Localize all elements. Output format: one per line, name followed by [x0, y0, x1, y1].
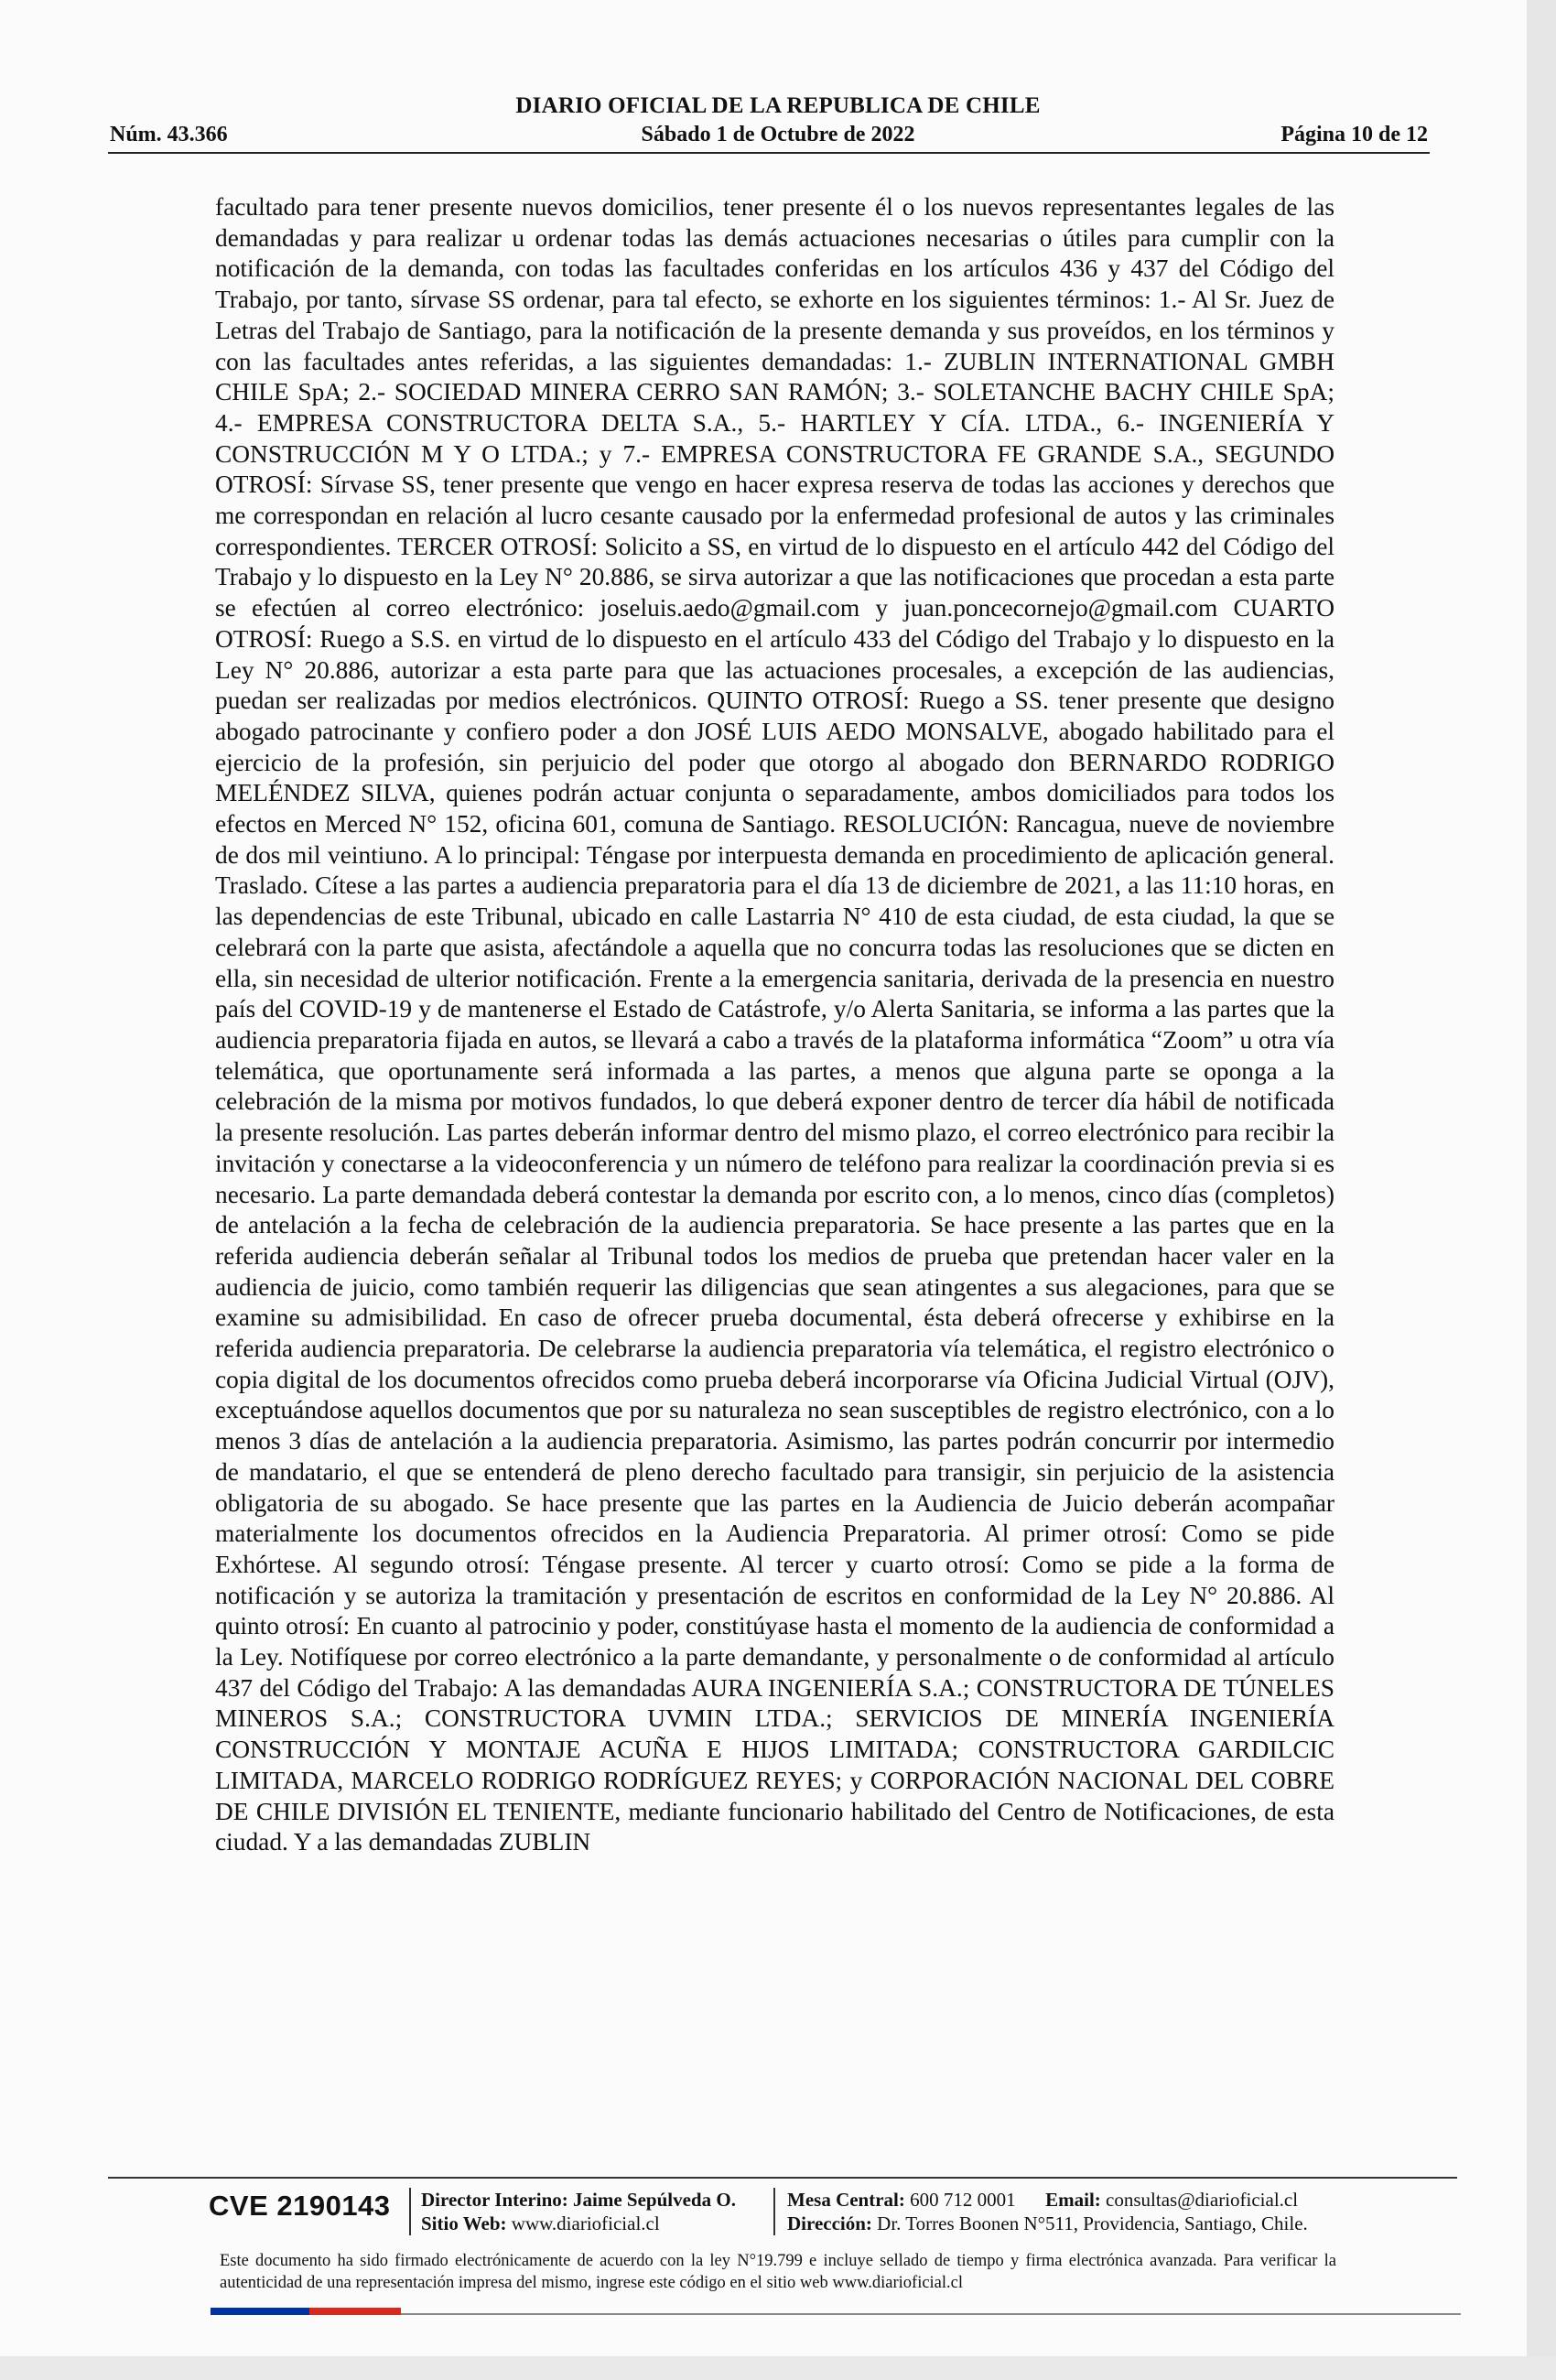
page-edge-bottom — [0, 2356, 1556, 2380]
page-edge-right — [1527, 0, 1556, 2380]
director-label: Director Interino: — [421, 2189, 568, 2211]
footer-divider — [108, 2177, 1457, 2179]
header-divider — [108, 152, 1430, 154]
footer-separator — [773, 2188, 775, 2235]
bottom-divider — [401, 2313, 1461, 2315]
footer-separator — [409, 2188, 411, 2235]
phone-label: Mesa Central: — [787, 2189, 905, 2211]
website-link[interactable]: www.diarioficial.cl — [511, 2212, 660, 2234]
footer-director-block — [421, 2188, 736, 2235]
issue-number: Núm. 43.366 — [110, 123, 228, 146]
body-paragraph: facultado para tener presente nuevos domicilios, tener presente él o los nuevos representantes legales de las demandadas y para realizar u ordenar todas las demás actuaciones necesarias o útiles para cumplir con la notificación de la demanda, con todas las facultades conferidas en los artículos 436 y 437 del Código del Trabajo, por tanto, sírvase SS ordenar, para tal efecto, se exhorte en los siguientes términos: 1.- Al Sr. Juez de Letras del Trabajo de Santiago, para la notificación de la presente demanda y sus proveídos, en los términos y con las facultades antes referidas, a las siguientes demandadas: 1.- ZUBLIN INTERNATIONAL GMBH CHILE SpA; 2.- SOCIEDAD MINERA CERRO SAN RAMÓN; 3.- SOLETANCHE BACHY CHILE SpA; 4.- EMPRESA CONSTRUCTORA DELTA S.A., 5.- HARTLEY Y CÍA. LTDA., 6.- INGENIERÍA Y CONSTRUCCIÓN M Y O LTDA.; y 7.- EMPRESA CONSTRUCTORA FE GRANDE S.A., SEGUNDO OTROSÍ: Sírvase SS, tener presente que vengo en hacer expresa reserva de todas las acciones y derechos que me correspondan en relación al lucro cesante causado por la enfermedad profesional de autos y las criminales correspondientes. TERCER OTROSÍ: Solicito a SS, en virtud de lo dispuesto en el artículo 442 del Código del Trabajo y lo dispuesto en la Ley N° 20.886, se sirva autorizar a que las notificaciones que procedan a esta parte se efectúen al correo electrónico: joseluis.aedo@gmail.com y juan.poncecornejo@gmail.com CUARTO OTROSÍ: Ruego a S.S. en virtud de lo dispuesto en el artículo 433 del Código del Trabajo y lo dispuesto en la Ley N° 20.886, autorizar a esta parte para que las actuaciones procesales, a excepción de las audiencias, puedan ser realizadas por medios electrónicos. QUINTO OTROSÍ: Ruego a SS. tener presente que designo abogado patrocinante y confiero poder a don JOSÉ LUIS AEDO MONSALVE, abogado habilitado para el ejercicio de la profesión, sin perjuicio del poder que otorgo al abogado don BERNARDO RODRIGO MELÉNDEZ SILVA, quienes podrán actuar conjunta o separadamente, ambos domiciliados para todos los efectos en Merced N° 152, oficina 601, comuna de Santiago. RESOLUCIÓN: Rancagua, nueve de noviembre de dos mil veintiuno. A lo principal: Téngase por interpuesta demanda en procedimiento de aplicación general. Traslado. Cítese a las partes a audiencia preparatoria para el día 13 de diciembre de 2021, a las 11:10 horas, en las dependencias de este Tribunal, ubicado en calle Lastarria N° 410 de esta ciudad, de esta ciudad, la que se celebrará con la parte que asista, afectándole a aquella que no concurra todas las resoluciones que se dicten en ella, sin necesidad de ulterior notificación. Frente a la emergencia sanitaria, derivada de la presencia en nuestro país del COVID-19 y de mantenerse el Estado de Catástrofe, y/o Alerta Sanitaria, se informa a las partes que la audiencia preparatoria fijada en autos, se llevará a cabo a través de la plataforma informática “Zoom” u otra vía telemática, que oportunamente será informada a las partes, a menos que alguna parte se oponga a la celebración de la misma por motivos fundados, lo que deberá exponer dentro de tercer día hábil de notificada la presente resolución. Las partes deberán informar dentro del mismo plazo, el correo electrónico para recibir la invitación y conectarse a la videoconferencia y un número de teléfono para realizar la coordinación previa si es necesario. La parte demandada deberá contestar la demanda por escrito con, a lo menos, cinco días (completos) de antelación a la fecha de celebración de la audiencia preparatoria. Se hace presente a las partes que en la referida audiencia deberán señalar al Tribunal todos los medios de prueba que pretendan hacer valer en la audiencia de juicio, como también requerir las diligencias que sean atingentes a sus alegaciones, para que se examine su admisibilidad. En caso de ofrecer prueba documental, ésta deberá ofrecerse y exhibirse en la referida audiencia preparatoria. De celebrarse la audiencia preparatoria vía telemática, el registro electrónico o copia digital de los documentos ofrecidos como prueba deberá incorporarse vía Oficina Judicial Virtual (OJV), exceptuándose aquellos documentos que por su naturaleza no sean susceptibles de registro electrónico, con a lo menos 3 días de antelación a la audiencia preparatoria. Asimismo, las partes podrán concurrir por intermedio de mandatario, el que se entenderá de pleno derecho facultado para transigir, sin perjuicio de la asistencia obligatoria de su abogado. Se hace presente que las partes en la Audiencia de Juicio deberán acompañar materialmente los documentos ofrecidos en la Audiencia Preparatoria. Al primer otrosí: Como se pide Exhórtese. Al segundo otrosí: Téngase presente. Al tercer y cuarto otrosí: Como se pide a la forma de notificación y se autoriza la tramitación y presentación de escritos en conformidad de la Ley N° 20.886. Al quinto otrosí: En cuanto al patrocinio y poder, constitúyase hasta el momento de la audiencia de conformidad a la Ley. Notifíquese por correo electrónico a la parte demandante, y personalmente o de conformidad al artículo 437 del Código del Trabajo: A las demandadas AURA INGENIERÍA S.A.; CONSTRUCTORA DE TÚNELES MINEROS S.A.; CONSTRUCTORA UVMIN LTDA.; SERVICIOS DE MINERÍA INGENIERÍA CONSTRUCCIÓN Y MONTAJE ACUÑA E HIJOS LIMITADA; CONSTRUCTORA GARDILCIC LIMITADA, MARCELO RODRIGO RODRÍGUEZ REYES; y CORPORACIÓN NACIONAL DEL COBRE DE CHILE DIVISIÓN EL TENIENTE, mediante funcionario habilitado del Centro de Notificaciones, de esta ciudad. Y a las demandadas ZUBLIN — [215, 193, 1334, 1856]
page-indicator: Página 10 de 12 — [1280, 123, 1428, 146]
website-label: Sitio Web: — [421, 2212, 507, 2234]
signature-notice: Este documento ha sido firmado electrónicamente de acuerdo con la ley N°19.799 e incluye sellado de tiempo y firma electrónica avanzada. Para verificar la autenticidad de una representación impresa del mismo, ingrese este código en el sitio web www.diarioficial.cl — [220, 2252, 1336, 2292]
director-name: Jaime Sepúlveda O. — [573, 2189, 736, 2211]
phone-number: 600 712 0001 — [910, 2189, 1016, 2211]
email-label: Email: — [1045, 2189, 1101, 2211]
gazette-title: DIARIO OFICIAL DE LA REPUBLICA DE CHILE — [515, 93, 1041, 118]
cve-code: CVE 2190143 — [209, 2190, 391, 2222]
address-text: Dr. Torres Boonen N°511, Providencia, Santiago, Chile. — [877, 2212, 1308, 2234]
issue-date: Sábado 1 de Octubre de 2022 — [641, 123, 915, 146]
email-link[interactable]: consultas@diarioficial.cl — [1106, 2189, 1299, 2211]
flag-stripe-blue — [211, 2308, 309, 2315]
footer-contact-block — [787, 2188, 1308, 2235]
address-label: Dirección: — [787, 2212, 872, 2234]
flag-stripe-red — [309, 2308, 401, 2315]
